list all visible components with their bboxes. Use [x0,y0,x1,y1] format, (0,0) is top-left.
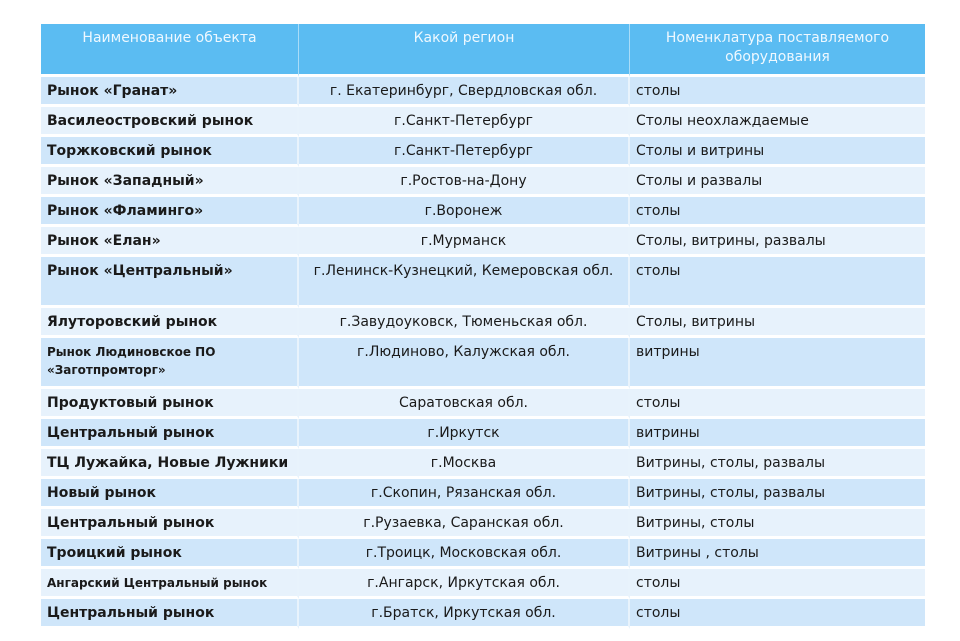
table-row [41,167,925,197]
region: г.Завудоуковск, Тюменьская обл. [299,308,630,338]
object-name: Центральный рынок [41,509,299,539]
object-name: Рынок «Центральный» [41,257,299,308]
region: г.Санкт-Петербург [299,107,630,137]
table-row [41,479,925,509]
table-row [41,107,925,137]
object-name: Рынок Людиновское ПО «Заготпромторг» [41,338,299,389]
region: г.Санкт-Петербург [299,137,630,167]
object-name: ТЦ Лужайка, Новые Лужники [41,449,299,479]
equipment: столы [630,569,925,599]
object-name: Центральный рынок [41,599,299,629]
object-name: Троицкий рынок [41,539,299,569]
equipment: столы [630,599,925,629]
region: г.Ростов-на-Дону [299,167,630,197]
region: г.Воронеж [299,197,630,227]
equipment: Витрины, столы, развалы [630,449,925,479]
table-row [41,419,925,449]
object-name: Ангарский Центральный рынок [41,569,299,599]
equipment: Столы, витрины [630,308,925,338]
equipment: Столы и витрины [630,137,925,167]
equipment: Столы и развалы [630,167,925,197]
object-name: Новый рынок [41,479,299,509]
table-header-row [41,24,925,77]
region: г.Москва [299,449,630,479]
table-row [41,137,925,167]
header-equipment: Номенклатура поставляемого оборудования [630,24,925,77]
region: г.Ленинск-Кузнецкий, Кемеровская обл. [299,257,630,308]
equipment: Столы, витрины, развалы [630,227,925,257]
object-name: Ялуторовский рынок [41,308,299,338]
table-row [41,569,925,599]
object-name: Центральный рынок [41,419,299,449]
table-row [41,389,925,419]
region: г.Рузаевка, Саранская обл. [299,509,630,539]
table-row [41,509,925,539]
object-name: Продуктовый рынок [41,389,299,419]
equipment: Витрины, столы [630,509,925,539]
objects-table [41,24,925,629]
header-object-name: Наименование объекта [41,24,299,77]
equipment: Витрины , столы [630,539,925,569]
equipment: столы [630,197,925,227]
table-row [41,257,925,308]
equipment: Витрины, столы, развалы [630,479,925,509]
object-name: Рынок «Елан» [41,227,299,257]
table-row [41,449,925,479]
header-region: Какой регион [299,24,630,77]
region: г.Братск, Иркутская обл. [299,599,630,629]
region: г.Ангарск, Иркутская обл. [299,569,630,599]
equipment: витрины [630,338,925,389]
region: Саратовская обл. [299,389,630,419]
table-row [41,197,925,227]
table-row [41,599,925,629]
equipment: столы [630,77,925,107]
region: г.Мурманск [299,227,630,257]
region: г.Троицк, Московская обл. [299,539,630,569]
table-row [41,227,925,257]
region: г.Скопин, Рязанская обл. [299,479,630,509]
equipment: витрины [630,419,925,449]
object-name: Василеостровский рынок [41,107,299,137]
region: г. Екатеринбург, Свердловская обл. [299,77,630,107]
table-row [41,77,925,107]
table-row [41,338,925,389]
table-row [41,539,925,569]
region: г.Иркутск [299,419,630,449]
equipment: Столы неохлаждаемые [630,107,925,137]
region: г.Людиново, Калужская обл. [299,338,630,389]
equipment: столы [630,389,925,419]
equipment: столы [630,257,925,308]
object-name: Рынок «Фламинго» [41,197,299,227]
object-name: Рынок «Гранат» [41,77,299,107]
object-name: Рынок «Западный» [41,167,299,197]
table-row [41,308,925,338]
object-name: Торжковский рынок [41,137,299,167]
